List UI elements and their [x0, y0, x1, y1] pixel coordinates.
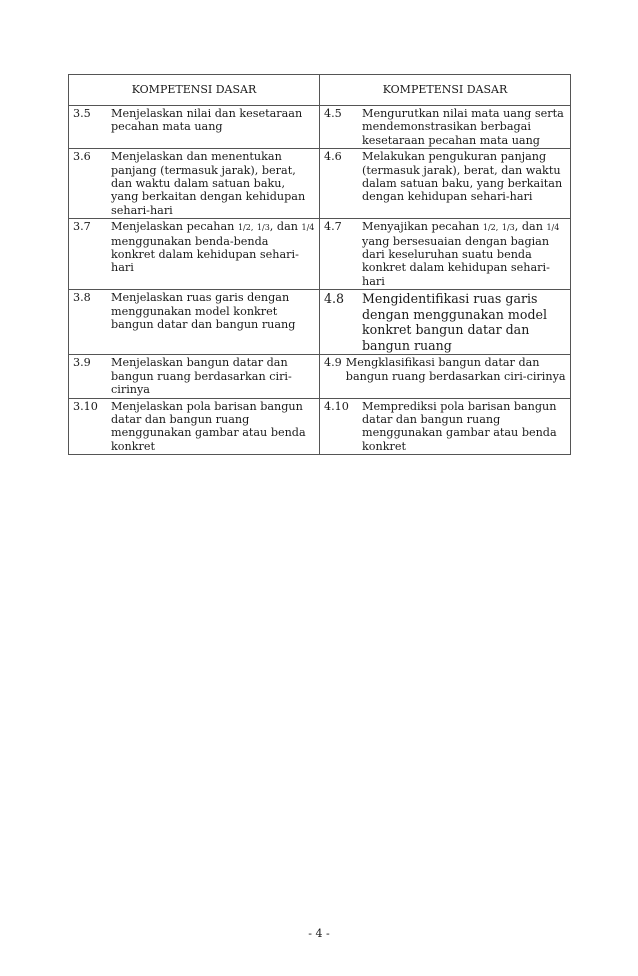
kd-number: 3.9	[73, 356, 91, 370]
left-cell	[69, 355, 320, 398]
kd-text: Mengidentifikasi ruas garis dengan menggunakan model konkret bangun datar dan bangun ruang	[362, 291, 547, 353]
kd-number: 4.6	[324, 150, 342, 164]
kd-text: Mengklasifikasi bangun datar dan bangun ruang berdasarkan ciri-cirinya	[345, 356, 566, 383]
kd-text: Menjelaskan nilai dan kesetaraan pecahan mata uang	[111, 107, 303, 134]
kd-text: Memprediksi pola barisan bangun datar dan bangun ruang menggunakan gambar atau benda konkret	[362, 399, 557, 453]
table-row	[69, 355, 571, 398]
table-row	[69, 149, 571, 219]
right-cell	[320, 398, 571, 455]
fraction: 1/2,	[482, 223, 499, 233]
kd-text-part: Menjelaskan pecahan	[111, 220, 235, 234]
kd-text-part: menggunakan benda-benda konkret dalam kehidupan sehari-hari	[111, 234, 299, 275]
kd-number: 4.10	[324, 399, 349, 413]
header-left: KOMPETENSI DASAR	[69, 75, 320, 106]
table-row	[69, 219, 571, 290]
kd-number: 3.10	[73, 399, 98, 413]
left-cell	[69, 290, 320, 355]
left-cell	[69, 219, 320, 290]
table-row	[69, 398, 571, 455]
fraction: 1/4	[301, 223, 315, 233]
kd-text: Melakukan pengukuran panjang (termasuk jarak), berat, dan waktu dalam satuan baku, yang berkaitan dengan kehidupan sehari-hari	[362, 150, 563, 204]
kd-text-part: , dan	[269, 220, 298, 234]
fraction: 1/4	[546, 223, 560, 233]
kd-number: 4.9	[324, 356, 342, 370]
table-header-row	[69, 75, 571, 106]
header-right: KOMPETENSI DASAR	[320, 75, 571, 106]
kd-text: Menjelaskan dan menentukan panjang (termasuk jarak), berat, dan waktu dalam satuan baku, yang berkaitan dengan kehidupan sehari-hari	[111, 150, 306, 217]
fraction: 1/3	[256, 223, 270, 233]
right-cell	[320, 219, 571, 290]
right-cell	[320, 149, 571, 219]
kd-text-part: Menyajikan pecahan	[362, 220, 480, 234]
kd-number: 4.5	[324, 107, 342, 120]
kd-text-part: , dan	[514, 220, 543, 234]
kd-text: Menjelaskan pola barisan bangun datar dan bangun ruang menggunakan gambar atau benda konkret	[111, 399, 306, 453]
kd-text: Menjelaskan bangun datar dan bangun ruang berdasarkan ciri-cirinya	[111, 356, 292, 397]
right-cell	[320, 355, 571, 398]
left-cell	[69, 149, 320, 219]
kd-number: 3.7	[73, 220, 91, 234]
fraction: 1/3	[501, 223, 515, 233]
fraction: 1/2,	[237, 223, 254, 233]
left-cell	[69, 106, 320, 149]
page-number: - 4 -	[308, 927, 330, 940]
kd-number: 4.7	[324, 220, 342, 234]
kd-text	[362, 220, 566, 288]
kd-text: Menjelaskan ruas garis dengan menggunakan model konkret bangun datar dan bangun ruang	[111, 291, 296, 332]
competency-table	[68, 74, 571, 455]
kd-text: Mengurutkan nilai mata uang serta mendemonstrasikan berbagai kesetaraan pecahan mata uang	[362, 107, 564, 147]
kd-number: 4.8	[324, 291, 345, 307]
table-row	[69, 290, 571, 355]
kd-number: 3.6	[73, 150, 91, 164]
table-row	[69, 106, 571, 149]
right-cell	[320, 290, 571, 355]
right-cell	[320, 106, 571, 149]
kd-text	[111, 220, 315, 275]
left-cell	[69, 398, 320, 455]
kd-number: 3.8	[73, 291, 91, 305]
kd-number: 3.5	[73, 107, 91, 120]
kd-text-part: yang bersesuaian dengan bagian dari keseluruhan suatu benda konkret dalam kehidupan sehari-hari	[362, 234, 550, 288]
